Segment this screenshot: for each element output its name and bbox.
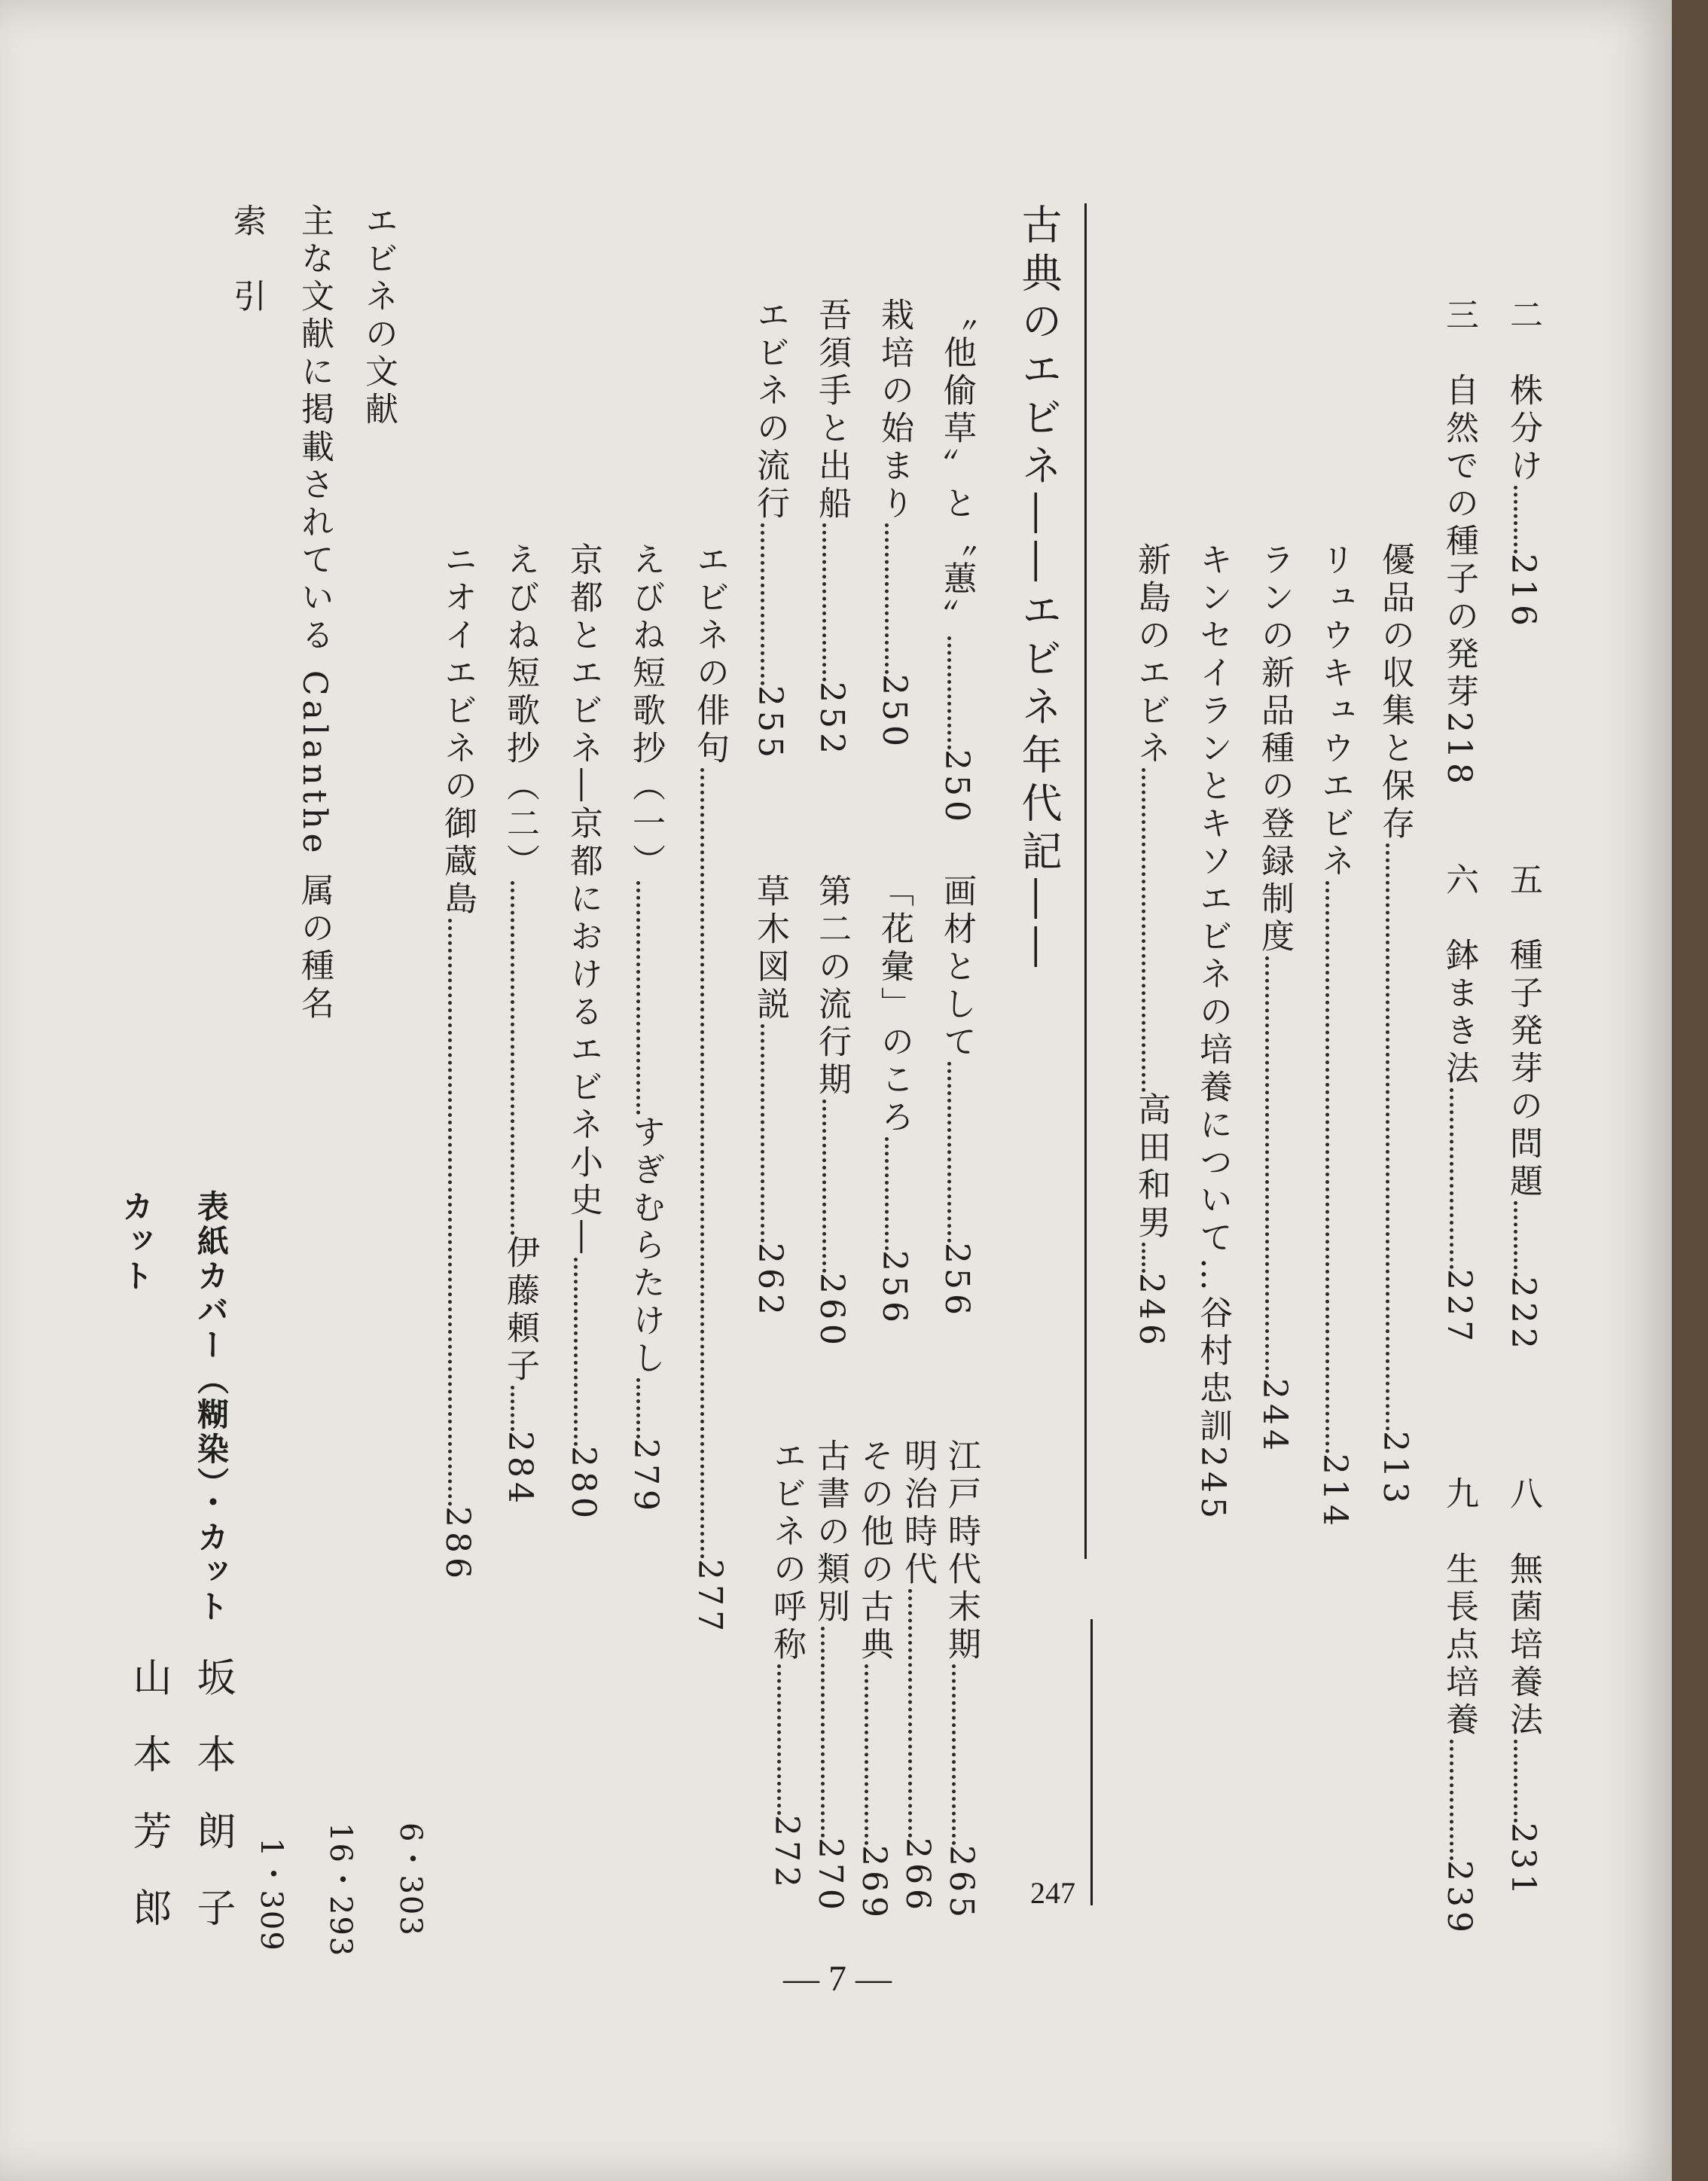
toc-entry: エビネの呼称272	[767, 1438, 806, 1892]
toc-entry: リュウキュウエビネ214	[1316, 542, 1354, 1530]
toc-entry: えびね短歌抄（一）すぎむらたけし279	[627, 542, 665, 1515]
toc-entry: エビネの俳句277	[691, 542, 729, 1636]
toc-entry: ランの新品種の登録制度244	[1255, 542, 1294, 1455]
section-title: 古典のエビネ――エビネ年代記――	[1015, 203, 1063, 975]
section-rule	[1084, 203, 1087, 1559]
toc-entry: 五 種子発芽の問題222	[1504, 862, 1542, 1353]
toc-entry: 江戸時代末期265	[942, 1438, 981, 1922]
toc-entry: 明治時代266	[898, 1438, 937, 1914]
toc-entry: エビネの流行255	[751, 297, 789, 762]
book-edge	[1672, 0, 1708, 2181]
section-page: 247	[1030, 1876, 1075, 1910]
toc-entry: その他の古典269	[855, 1438, 893, 1922]
toc-entry: 栽培の始まり250	[875, 297, 913, 751]
toc-entry: 主な文献に掲載されている Calanthe 属の種名	[295, 203, 334, 1023]
back-page: 16・293	[323, 1823, 358, 1958]
toc-entry: 優品の収集と保存213	[1376, 542, 1414, 1508]
back-page: 6・303	[393, 1823, 428, 1937]
section-rule-end	[1090, 1619, 1093, 1905]
toc-entry: 六 鉢まき法227	[1440, 862, 1478, 1346]
toc-entry: 古書の類別270	[811, 1438, 849, 1914]
toc-entry: 「花彙」のころ256	[875, 874, 913, 1327]
toc-entry: 吾須手と出船252	[813, 297, 851, 758]
cut-credit-label: カット	[117, 1190, 154, 1294]
toc-entry: 京都とエビネ―京都におけるエビネ小史―280	[564, 542, 602, 1523]
toc-entry: 二 株分け216	[1504, 297, 1542, 630]
back-page: 1・309	[254, 1838, 288, 1952]
toc-entry: 第二の流行期260	[813, 874, 851, 1350]
toc-entry: 〝他偷草〟と〝蕙〟250	[938, 297, 976, 826]
toc-entry: 三 自然での種子の発芽218	[1440, 297, 1478, 789]
toc-entry: 新島のエビネ高田和男246	[1132, 542, 1170, 1350]
cover-credit-name: 坂本朗子	[190, 1657, 235, 1964]
toc-entry: 画材として256	[938, 874, 976, 1319]
page-number: ― 7 ―	[783, 1959, 892, 1999]
toc-entry: えびね短歌抄（二）伊藤頼子284	[501, 542, 539, 1508]
toc-entry: ニオイエビネの御蔵島286	[438, 542, 477, 1583]
toc-entry: 八 無菌培養法231	[1504, 1476, 1542, 1899]
cover-credit-label: 表紙カバー（糊染）・カット	[193, 1190, 230, 1624]
toc-entry: 九 生長点培養239	[1440, 1476, 1478, 1937]
toc-entry: 索 引	[227, 203, 266, 316]
cut-credit-name: 山本芳郎	[126, 1657, 171, 1964]
toc-entry: エビネの文献	[359, 203, 398, 429]
toc-entry: キンセイランとキソエビネの培養について…谷村忠訓245	[1194, 542, 1232, 1523]
toc-entry: 草木図説262	[751, 874, 789, 1319]
